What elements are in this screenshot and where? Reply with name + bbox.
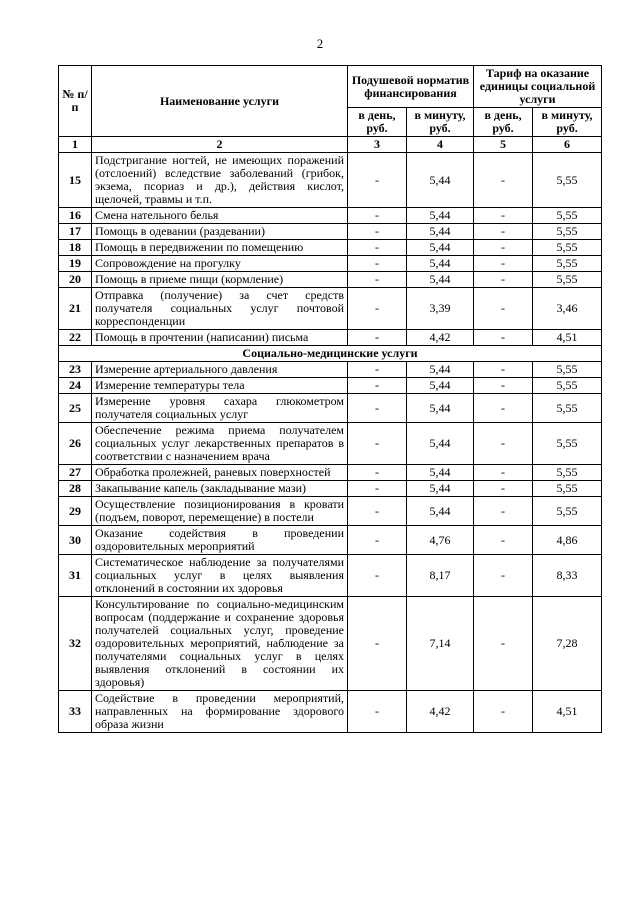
- row-number: 20: [59, 272, 92, 288]
- norm-per-day: -: [348, 272, 407, 288]
- row-number: 25: [59, 394, 92, 423]
- tariff-per-day: -: [474, 256, 533, 272]
- service-name: Систематическое наблюдение за получателями социальных услуг в целях выявления отклонений в состоянии их здоровья: [92, 555, 348, 597]
- table-row: [59, 240, 602, 256]
- tariff-per-day: -: [474, 362, 533, 378]
- norm-per-minute: 5,44: [407, 224, 474, 240]
- tariff-per-day: -: [474, 208, 533, 224]
- row-number: 17: [59, 224, 92, 240]
- service-name: Консультирование по социально-медицинским вопросам (поддержание и сохранение здоровья получателей социальных услуг, проведение оздоровительных мероприятий, наблюдение за получателями социальных услуг в целях выявления отклонений в состоянии их здоровья): [92, 597, 348, 691]
- rows-group-b: [59, 362, 602, 733]
- tariff-per-minute: 5,55: [533, 240, 602, 256]
- row-number: 33: [59, 691, 92, 733]
- service-name: Помощь в прочтении (написании) письма: [92, 330, 348, 346]
- row-number: 29: [59, 497, 92, 526]
- norm-per-day: -: [348, 153, 407, 208]
- table-row: [59, 481, 602, 497]
- norm-per-minute: 5,44: [407, 394, 474, 423]
- service-name: Подстригание ногтей, не имеющих поражений (отслоений) вследствие заболеваний (грибок, экзема, псориаз и др.), действия кислот, щелочей, травмы и т.п.: [92, 153, 348, 208]
- norm-per-minute: 7,14: [407, 597, 474, 691]
- norm-per-day: -: [348, 330, 407, 346]
- row-number: 30: [59, 526, 92, 555]
- column-index: 2: [92, 137, 348, 153]
- tariff-per-day: -: [474, 497, 533, 526]
- header-per-day-2: в день, руб.: [474, 108, 533, 137]
- tariff-per-minute: 8,33: [533, 555, 602, 597]
- page-number: 2: [316, 36, 324, 51]
- row-number: 31: [59, 555, 92, 597]
- service-name: Помощь в одевании (раздевании): [92, 224, 348, 240]
- norm-per-minute: 5,44: [407, 465, 474, 481]
- column-index: 6: [533, 137, 602, 153]
- service-name: Обеспечение режима приема получателем социальных услуг лекарственных препаратов в соответствии с назначением врача: [92, 423, 348, 465]
- row-number: 23: [59, 362, 92, 378]
- tariff-per-day: -: [474, 423, 533, 465]
- table-row: [59, 526, 602, 555]
- norm-per-day: -: [348, 481, 407, 497]
- service-name: Помощь в приеме пищи (кормление): [92, 272, 348, 288]
- column-index: 1: [59, 137, 92, 153]
- tariff-per-minute: 4,51: [533, 691, 602, 733]
- norm-per-minute: 5,44: [407, 497, 474, 526]
- tariff-per-day: -: [474, 526, 533, 555]
- norm-per-day: -: [348, 240, 407, 256]
- column-index-row: [59, 137, 602, 153]
- tariff-per-minute: 5,55: [533, 153, 602, 208]
- norm-per-minute: 5,44: [407, 378, 474, 394]
- norm-per-day: -: [348, 423, 407, 465]
- norm-per-minute: 4,42: [407, 691, 474, 733]
- table-row: [59, 497, 602, 526]
- tariff-per-day: -: [474, 224, 533, 240]
- tariff-per-minute: 5,55: [533, 497, 602, 526]
- service-name: Сопровождение на прогулку: [92, 256, 348, 272]
- service-name: Оказание содействия в проведении оздоровительных мероприятий: [92, 526, 348, 555]
- tariff-per-day: -: [474, 153, 533, 208]
- section-row: [59, 346, 602, 362]
- table-row: [59, 208, 602, 224]
- tariff-per-day: -: [474, 465, 533, 481]
- norm-per-day: -: [348, 362, 407, 378]
- table-row: [59, 378, 602, 394]
- row-number: 15: [59, 153, 92, 208]
- tariff-per-minute: 5,55: [533, 208, 602, 224]
- table-row: [59, 362, 602, 378]
- service-name: Обработка пролежней, раневых поверхностей: [92, 465, 348, 481]
- service-name: Измерение артериального давления: [92, 362, 348, 378]
- norm-per-day: -: [348, 394, 407, 423]
- tariff-per-minute: 4,51: [533, 330, 602, 346]
- tariff-per-day: -: [474, 240, 533, 256]
- rows-group-a: [59, 153, 602, 346]
- header-per-capita-norm: Подушевой норматив финансирования: [348, 66, 474, 108]
- tariff-per-minute: 5,55: [533, 378, 602, 394]
- table-row: [59, 224, 602, 240]
- header-tariff: Тариф на оказание единицы социальной услуги: [474, 66, 602, 108]
- header-per-min-2: в минуту, руб.: [533, 108, 602, 137]
- tariff-per-day: -: [474, 378, 533, 394]
- norm-per-day: -: [348, 288, 407, 330]
- header-row-top: [59, 66, 602, 108]
- tariff-per-minute: 5,55: [533, 465, 602, 481]
- norm-per-minute: 5,44: [407, 272, 474, 288]
- tariff-per-minute: 3,46: [533, 288, 602, 330]
- norm-per-minute: 5,44: [407, 423, 474, 465]
- norm-per-minute: 5,44: [407, 208, 474, 224]
- tariff-per-minute: 5,55: [533, 394, 602, 423]
- header-per-day-1: в день, руб.: [348, 108, 407, 137]
- row-number: 22: [59, 330, 92, 346]
- tariff-per-day: -: [474, 691, 533, 733]
- header-service-name: Наименование услуги: [92, 66, 348, 137]
- tariff-per-day: -: [474, 272, 533, 288]
- tariff-per-day: -: [474, 481, 533, 497]
- norm-per-minute: 3,39: [407, 288, 474, 330]
- service-name: Отправка (получение) за счет средств получателя социальных услуг почтовой корреспонденции: [92, 288, 348, 330]
- column-index: 5: [474, 137, 533, 153]
- norm-per-day: -: [348, 597, 407, 691]
- norm-per-day: -: [348, 691, 407, 733]
- tariff-per-minute: 4,86: [533, 526, 602, 555]
- tariff-per-day: -: [474, 330, 533, 346]
- row-number: 32: [59, 597, 92, 691]
- section-group: [59, 346, 602, 362]
- norm-per-minute: 8,17: [407, 555, 474, 597]
- service-name: Осуществление позиционирования в кровати (подъем, поворот, перемещение) в постели: [92, 497, 348, 526]
- service-name: Измерение уровня сахара глюкометром получателя социальных услуг: [92, 394, 348, 423]
- header-num: № п/п: [59, 66, 92, 137]
- service-name: Смена нательного белья: [92, 208, 348, 224]
- table-row: [59, 597, 602, 691]
- row-number: 24: [59, 378, 92, 394]
- table-row: [59, 153, 602, 208]
- tariff-per-minute: 5,55: [533, 362, 602, 378]
- service-name: Содействие в проведении мероприятий, направленных на формирование здорового образа жизни: [92, 691, 348, 733]
- tariff-per-day: -: [474, 288, 533, 330]
- table-row: [59, 555, 602, 597]
- row-number: 27: [59, 465, 92, 481]
- column-index: 3: [348, 137, 407, 153]
- table-row: [59, 465, 602, 481]
- tariff-per-minute: 5,55: [533, 256, 602, 272]
- tariff-per-day: -: [474, 555, 533, 597]
- tariff-per-minute: 5,55: [533, 481, 602, 497]
- service-name: Помощь в передвижении по помещению: [92, 240, 348, 256]
- norm-per-minute: 5,44: [407, 362, 474, 378]
- tariff-per-minute: 5,55: [533, 272, 602, 288]
- row-number: 26: [59, 423, 92, 465]
- table-row: [59, 272, 602, 288]
- norm-per-minute: 5,44: [407, 240, 474, 256]
- row-number: 19: [59, 256, 92, 272]
- service-name: Закапывание капель (закладывание мази): [92, 481, 348, 497]
- norm-per-day: -: [348, 465, 407, 481]
- column-index: 4: [407, 137, 474, 153]
- tariff-per-minute: 7,28: [533, 597, 602, 691]
- row-number: 28: [59, 481, 92, 497]
- norm-per-day: -: [348, 497, 407, 526]
- table-row: [59, 256, 602, 272]
- table-row: [59, 423, 602, 465]
- header-per-min-1: в минуту, руб.: [407, 108, 474, 137]
- table-row: [59, 288, 602, 330]
- service-name: Измерение температуры тела: [92, 378, 348, 394]
- norm-per-day: -: [348, 378, 407, 394]
- norm-per-day: -: [348, 555, 407, 597]
- row-number: 21: [59, 288, 92, 330]
- tariff-table: [58, 65, 602, 733]
- tariff-per-day: -: [474, 597, 533, 691]
- norm-per-minute: 4,76: [407, 526, 474, 555]
- section-title: Социально-медицинские услуги: [59, 346, 602, 362]
- tariff-per-day: -: [474, 394, 533, 423]
- norm-per-minute: 5,44: [407, 256, 474, 272]
- tariff-per-minute: 5,55: [533, 224, 602, 240]
- row-number: 18: [59, 240, 92, 256]
- norm-per-minute: 5,44: [407, 481, 474, 497]
- norm-per-day: -: [348, 256, 407, 272]
- tariff-per-minute: 5,55: [533, 423, 602, 465]
- norm-per-minute: 5,44: [407, 153, 474, 208]
- norm-per-minute: 4,42: [407, 330, 474, 346]
- norm-per-day: -: [348, 208, 407, 224]
- norm-per-day: -: [348, 224, 407, 240]
- table-row: [59, 394, 602, 423]
- table-row: [59, 691, 602, 733]
- norm-per-day: -: [348, 526, 407, 555]
- table-row: [59, 330, 602, 346]
- row-number: 16: [59, 208, 92, 224]
